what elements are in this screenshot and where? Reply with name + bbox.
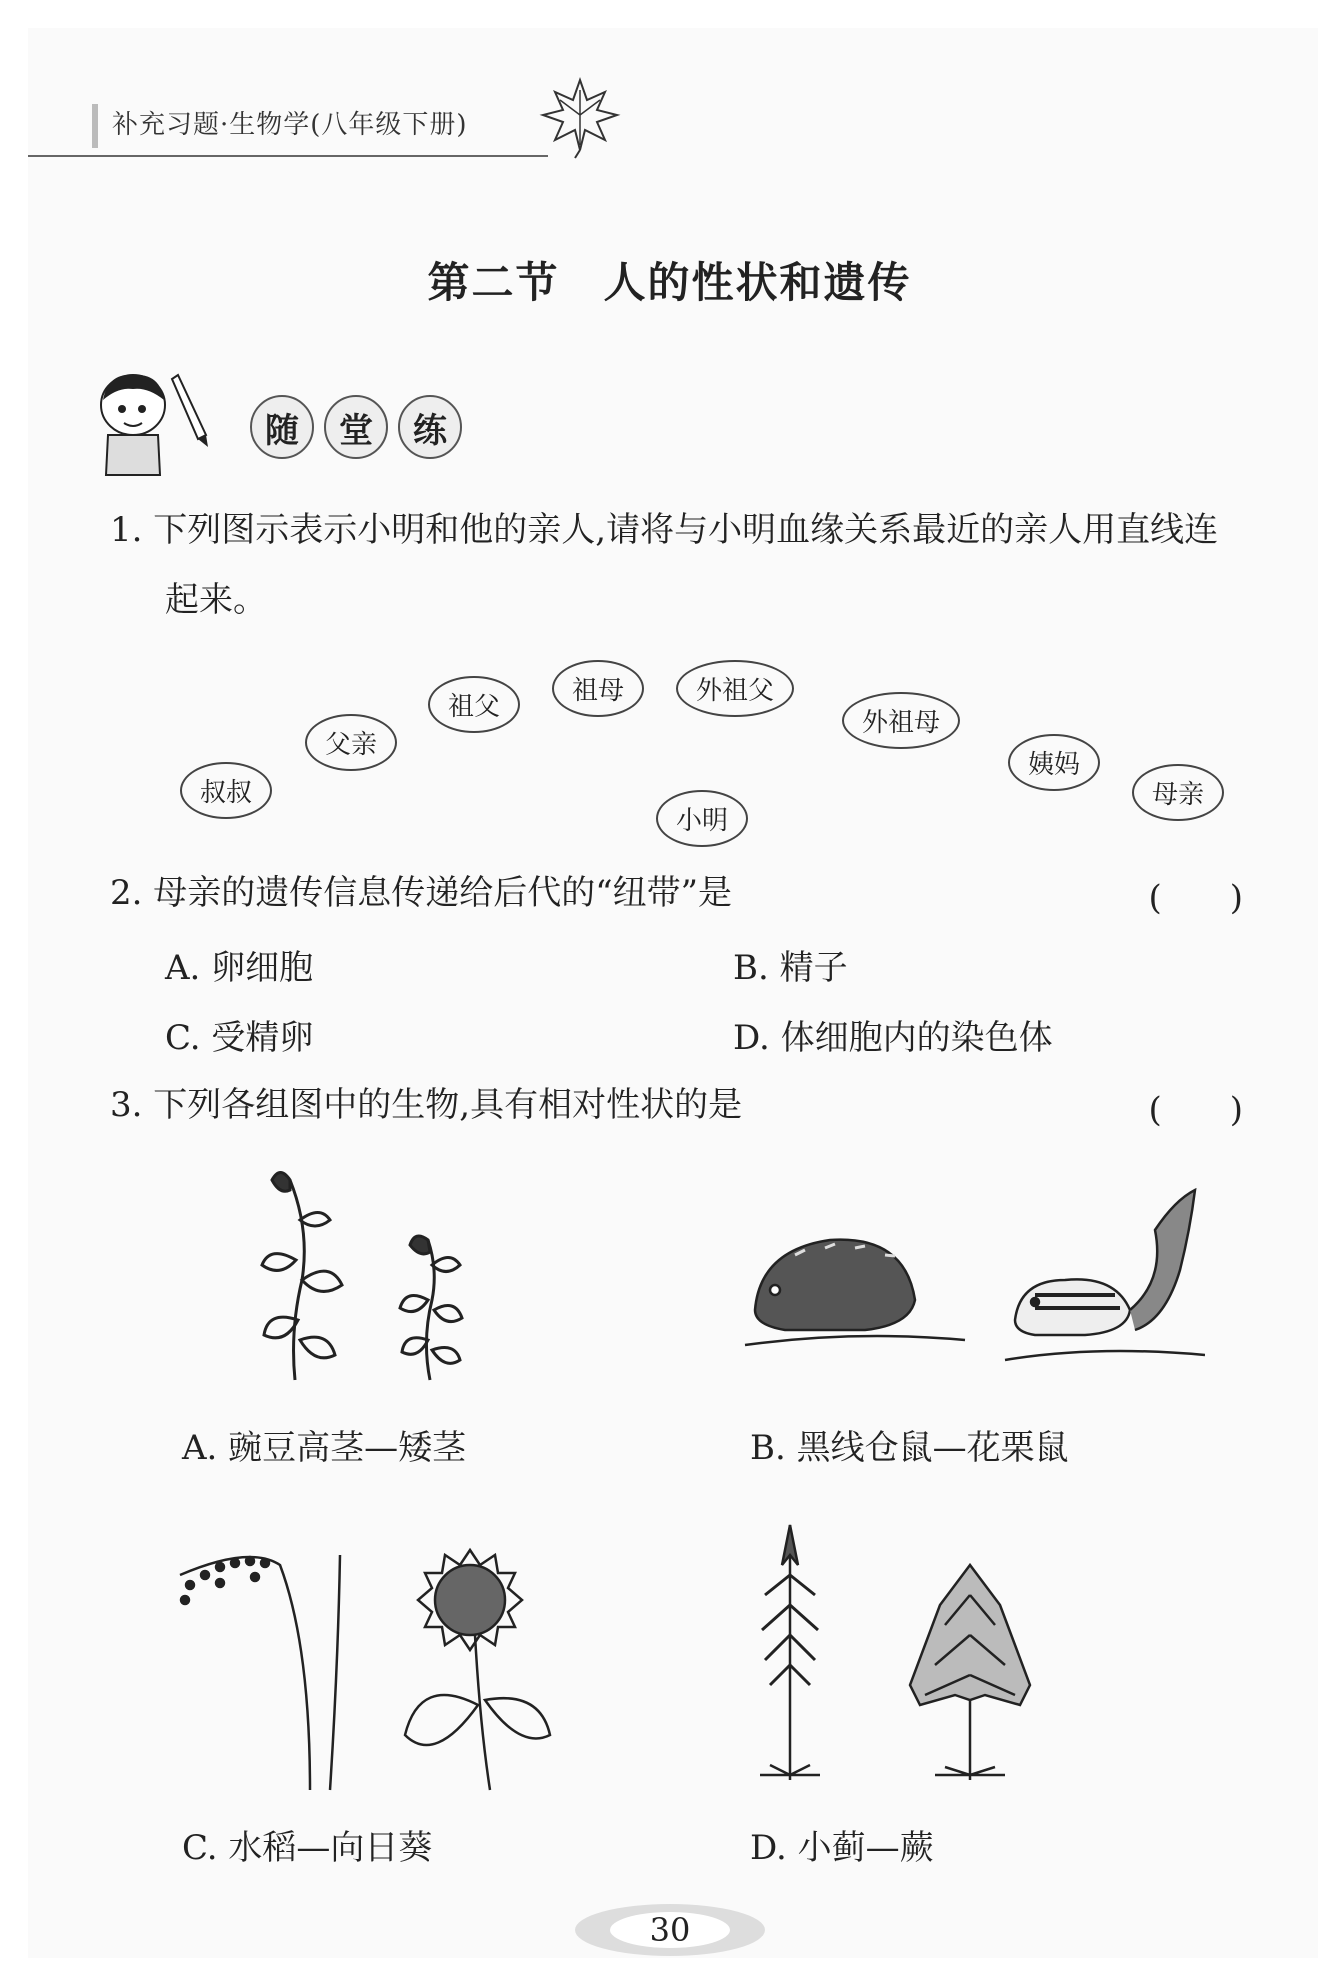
relative-xiaoming[interactable]: 小明 — [656, 790, 748, 847]
question-1-text: 1. 下列图示表示小明和他的亲人,请将与小明血缘关系最近的亲人用直线连起来。 — [110, 510, 1219, 620]
relative-grandmother[interactable]: 祖母 — [552, 660, 644, 717]
answer-blank-3[interactable]: ( ) — [1148, 1090, 1243, 1130]
q3-option-d[interactable]: D. 小蓟—蕨 — [750, 1828, 934, 1868]
answer-blank-2[interactable]: ( ) — [1148, 878, 1243, 918]
q3-option-c[interactable]: C. 水稻—向日葵 — [182, 1828, 433, 1868]
relative-mother[interactable]: 母亲 — [1132, 764, 1224, 821]
book-header: 补充习题·生物学(八年级下册) — [112, 110, 468, 140]
label-char-2: 堂 — [324, 395, 388, 459]
q2-option-a[interactable]: A. 卵细胞 — [165, 948, 314, 988]
relative-maternal-grandmother[interactable]: 外祖母 — [842, 692, 960, 749]
label-char-1: 随 — [250, 395, 314, 459]
header-rule — [28, 155, 548, 157]
maple-leaf-icon — [535, 70, 625, 160]
pea-plants-figure — [250, 1160, 500, 1390]
q2-option-c[interactable]: C. 受精卵 — [165, 1018, 314, 1058]
header-bar — [92, 104, 98, 148]
q3-option-a[interactable]: A. 豌豆高茎—矮茎 — [182, 1428, 467, 1468]
rice-sunflower-figure — [160, 1525, 560, 1795]
relative-father[interactable]: 父亲 — [305, 714, 397, 771]
label-char-3: 练 — [398, 395, 462, 459]
relative-maternal-grandfather[interactable]: 外祖父 — [676, 660, 794, 717]
section-title: 第二节 人的性状和遗传 — [427, 258, 912, 307]
q2-option-d[interactable]: D. 体细胞内的染色体 — [733, 1018, 1053, 1058]
question-1 — [110, 495, 1240, 635]
thistle-fern-figure — [740, 1505, 1060, 1785]
page-number-text: 30 — [649, 1911, 691, 1949]
section-label — [250, 395, 462, 459]
relative-aunt[interactable]: 姨妈 — [1008, 734, 1100, 791]
relative-uncle[interactable]: 叔叔 — [180, 762, 272, 819]
question-2: 2. 母亲的遗传信息传递给后代的“纽带”是 — [110, 873, 733, 913]
page-number — [570, 1900, 770, 1960]
student-cartoon-icon — [88, 365, 218, 485]
rodents-figure — [735, 1170, 1205, 1390]
question-3: 3. 下列各组图中的生物,具有相对性状的是 — [110, 1085, 743, 1125]
q2-option-b[interactable]: B. 精子 — [733, 948, 848, 988]
relative-grandfather[interactable]: 祖父 — [428, 676, 520, 733]
q3-option-b[interactable]: B. 黑线仓鼠—花栗鼠 — [750, 1428, 1069, 1468]
